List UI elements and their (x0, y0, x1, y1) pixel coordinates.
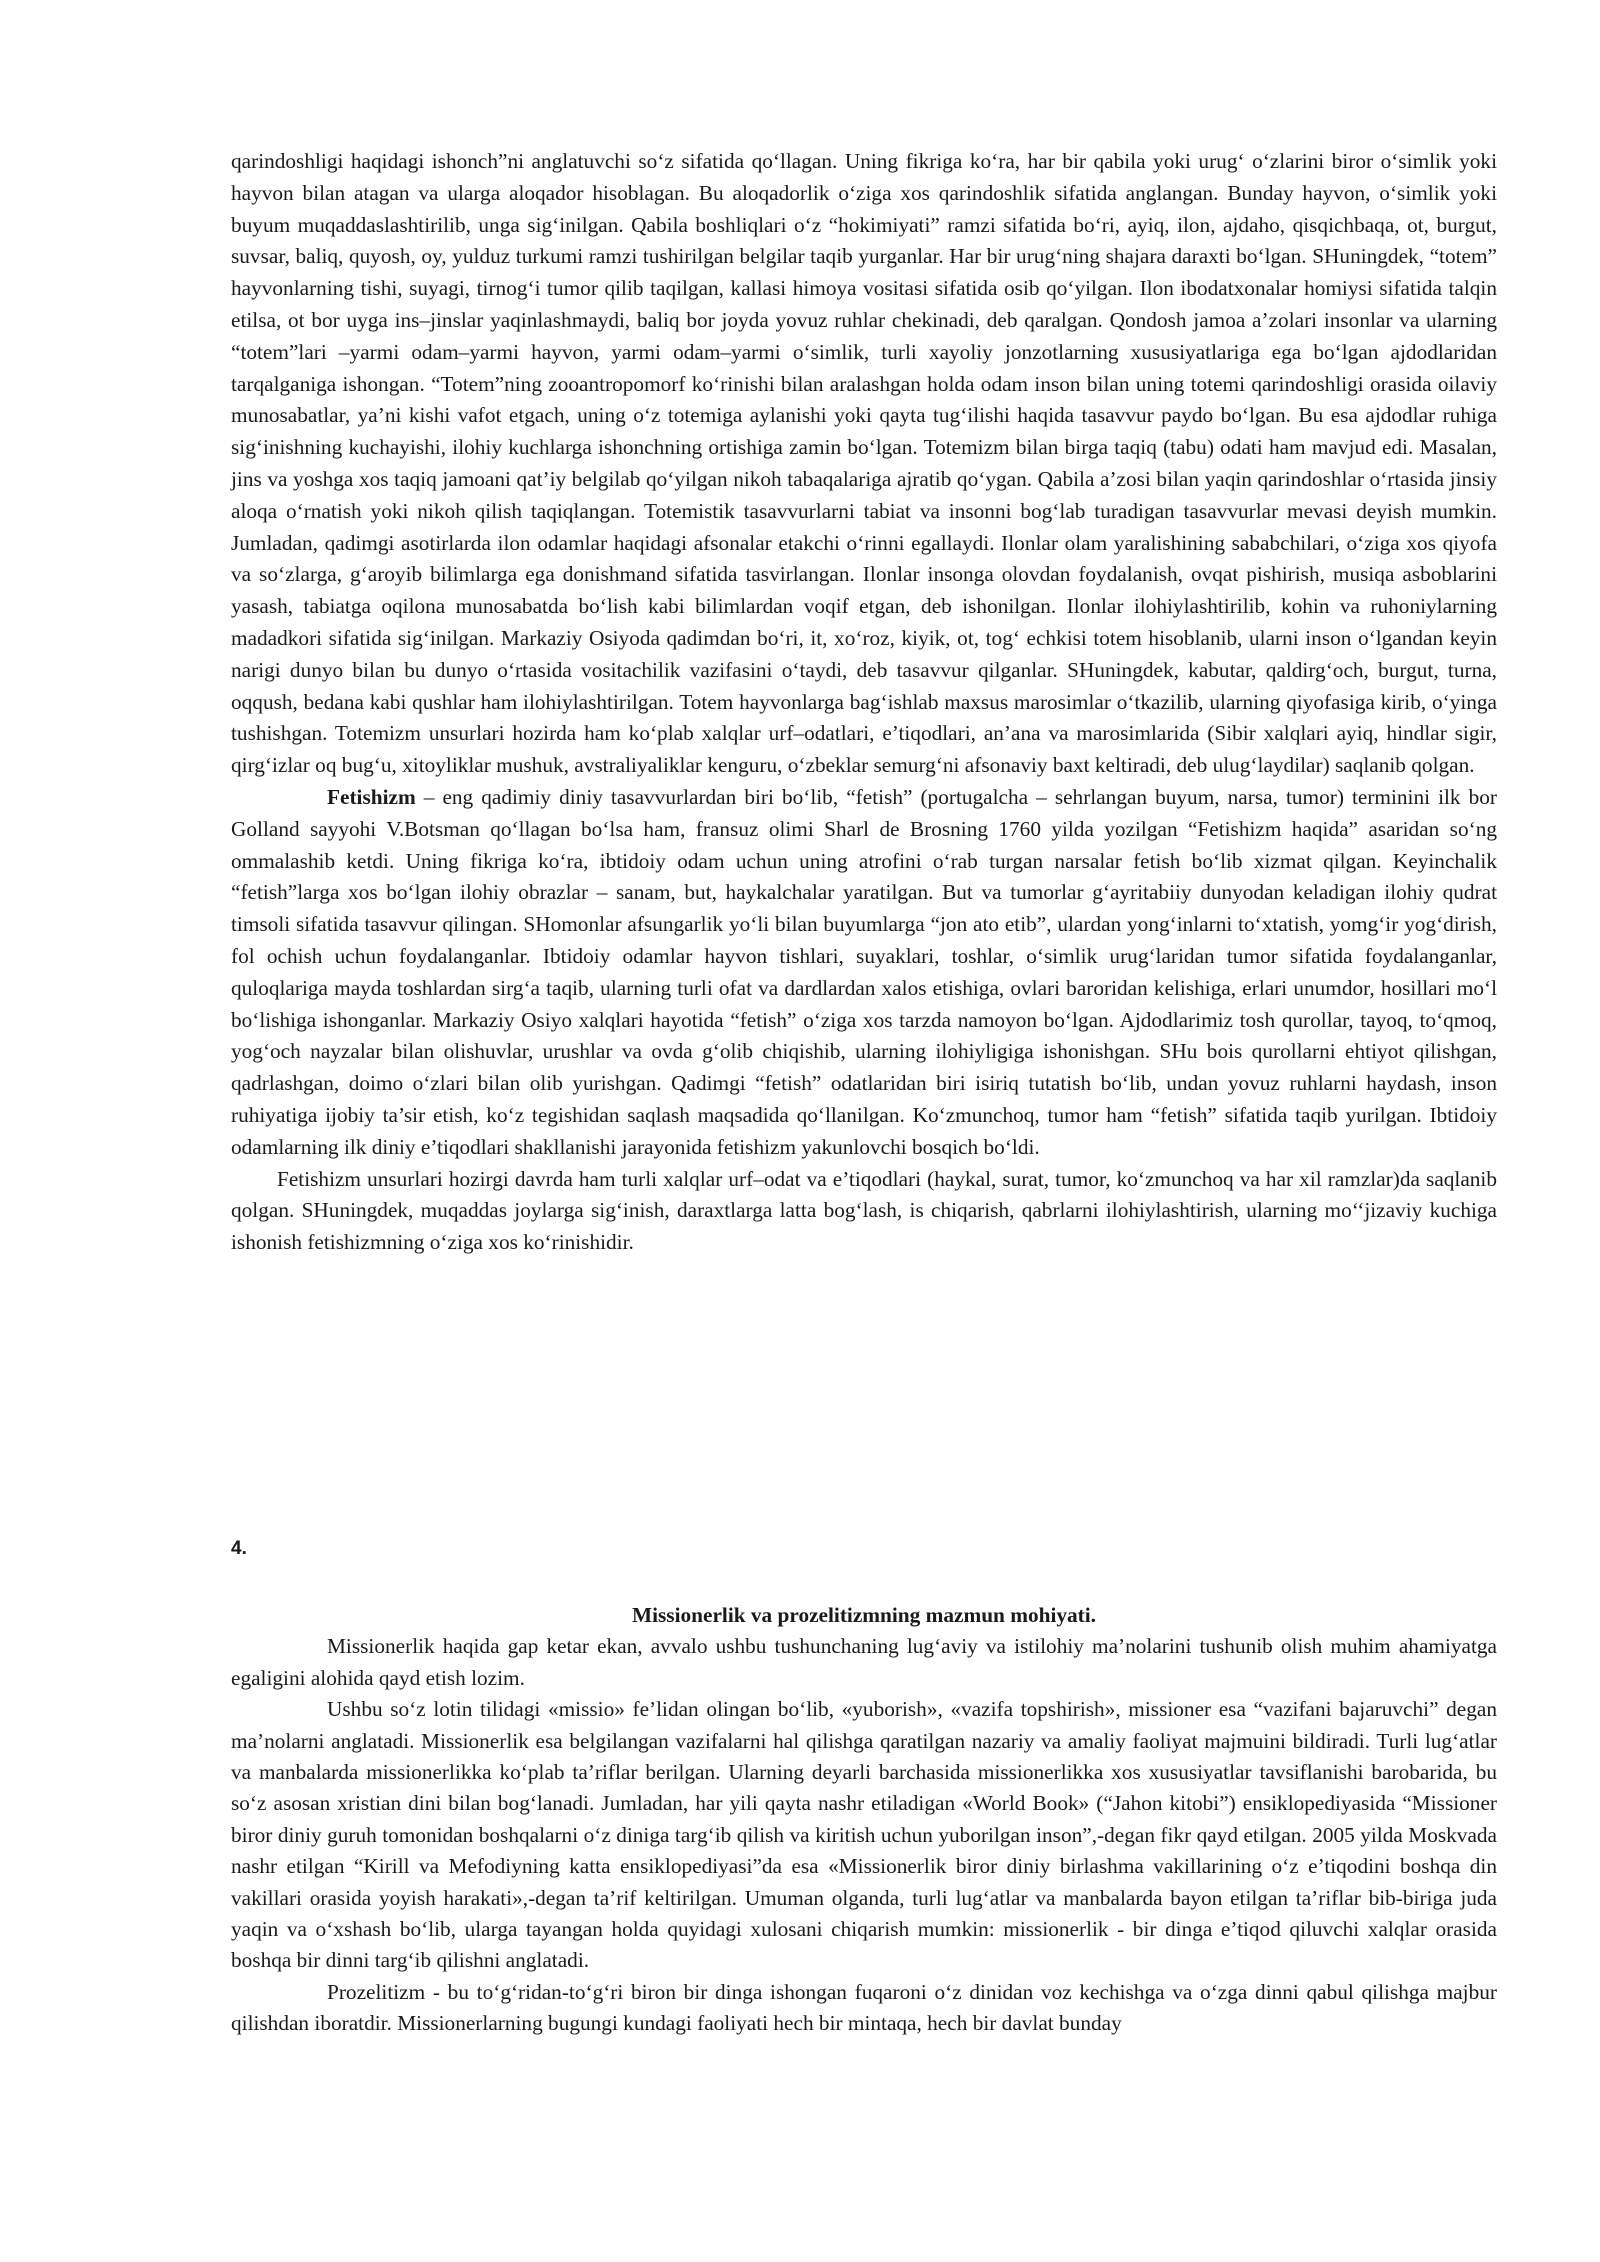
paragraph-totemism: qarindoshligi haqidagi ishonch”ni anglatuvchi so‘z sifatida qo‘llagan. Uning fikriga ko‘ra, har bir qabila yoki urug‘ o‘zlarini biror o‘simlik yoki hayvon bilan atagan va ularga aloqador hisoblagan. Bu aloqadorlik o‘ziga xos qarindoshlik sifatida anglangan. Bunday hayvon, o‘simlik yoki buyum muqaddaslashtirilib, unga sig‘inilgan. Qabila boshliqlari o‘z “hokimiyati” ramzi sifatida bo‘ri, ayiq, ilon, ajdaho, qisqichbaqa, ot, burgut, suvsar, baliq, quyosh, oy, yulduz turkumi ramzi tushirilgan belgilar taqib yurganlar. Har bir urug‘ning shajara daraxti bo‘lgan. SHuningdek, “totem” hayvonlarning tishi, suyagi, tirnog‘i tumor qilib taqilgan, kallasi himoya vositasi sifatida osib qo‘yilgan. Ilon ibodatxonalar homiysi sifatida talqin etilsa, ot bor uyga ins–jinslar yaqinlashmaydi, baliq bor joyda yovuz ruhlar chekinadi, deb qaralgan. Qondosh jamoa a’zolari insonlar va ularning “totem”lari –yarmi odam–yarmi hayvon, yarmi odam–yarmi o‘simlik, turli xayoliy jonzotlarning xususiyatlariga ega bo‘lgan ajdodlaridan tarqalganiga ishongan. “Totem”ning zooantropomorf ko‘rinishi bilan aralashgan holda odam inson bilan uning totemi qarindoshligi orasida oilaviy munosabatlar, ya’ni kishi vafot etgach, uning o‘z totemiga aylanishi yoki qayta tug‘ilishi haqida tasavvur paydo bo‘lgan. Bu esa ajdodlar ruhiga sig‘inishning kuchayishi, ilohiy kuchlarga ishonchning ortishiga zamin bo‘lgan. Totemizm bilan birga taqiq (tabu) odati ham mavjud edi. Masalan, jins va yoshga xos taqiq jamoani qat’iy belgilab qo‘yilgan nikoh tabaqalariga ajratib qo‘ygan. Qabila a’zosi bilan yaqin qarindoshlar o‘rtasida jinsiy aloqa o‘rnatish yoki nikoh qilish taqiqlangan. Totemistik tasavvurlarni tabiat va insonni bog‘lab turadigan tasavvurlar mevasi deyish mumkin. Jumladan, qadimgi asotirlarda ilon odamlar haqidagi afsonalar etakchi o‘rinni egallaydi. Ilonlar olam yaralishining sababchilari, o‘ziga xos qiyofa va so‘zlarga, g‘aroyib bilimlarga ega donishmand sifatida tasvirlangan. Ilonlar insonga olovdan foydalanish, ovqat pishirish, musiqa asboblarini yasash, tabiatga oqilona munosabatda bo‘lish kabi bilimlardan voqif etgan, deb ishonilgan. Ilonlar ilohiylashtirilib, kohin va ruhoniylarning madadkori sifatida sig‘inilgan. Markaziy Osiyoda qadimdan bo‘ri, it, xo‘roz, kiyik, ot, tog‘ echkisi totem hisoblanib, ularni inson o‘lgandan keyin narigi dunyo bilan bu dunyo o‘rtasida vositachilik vazifasini o‘taydi, deb tasavvur qilganlar. SHuningdek, kabutar, qaldirg‘och, burgut, turna, oqqush, bedana kabi qushlar ham ilohiylashtirilgan. Totem hayvonlarga bag‘ishlab maxsus marosimlar o‘tkazilib, ularning qiyofasiga kirib, o‘yinga tushishgan. Totemizm unsurlari hozirda ham ko‘plab xalqlar urf–odatlari, e’tiqodlari, an’ana va marosimlarida (Sibir xalqlari ayiq, hindlar sigir, qirg‘izlar oq bug‘u, xitoyliklar mushuk, avstraliyaliklar kenguru, o‘zbeklar semurg‘ni afsonaviy baxt keltiradi, deb ulug‘laydilar) saqlanib qolgan. (231, 149, 1497, 778)
section-missionary (231, 1600, 1497, 2040)
paragraph-missionary-intro: Missionerlik haqida gap ketar ekan, avvalo ushbu tushunchaning lug‘aviy va istilohiy ma’nolarini tushunib olish muhim ahamiyatga egaligini alohida qayd etish lozim. (231, 1634, 1497, 1690)
paragraph-fetishism-today: Fetishizm unsurlari hozirgi davrda ham turli xalqlar urf–odat va e’tiqodlari (haykal, surat, tumor, ko‘zmunchoq va har xil ramzlar)da saqlanib qolgan. SHuningdek, muqaddas joylarga sig‘inish, daraxtlarga latta bog‘lash, is chiqarish, qabrlarni ilohiylashtirish, ularning mo‘‘jizaviy kuchiga ishonish fetishizmning o‘ziga xos ko‘rinishidir. (231, 1166, 1497, 1255)
section-number: 4. (231, 1538, 247, 1559)
section-title: Missionerlik va prozelitizmning mazmun mohiyati. (632, 1603, 1096, 1627)
term-fetishism: Fetishizm (327, 784, 416, 809)
paragraph-proselytism: Prozelitizm - bu to‘g‘ridan-to‘g‘ri biron bir dinga ishongan fuqaroni o‘z dinidan voz kechishga va o‘zga dinni qabul qilishga majbur qilishdan iboratdir. Missionerlarning bugungi kundagi faoliyati hech bir mintaqa, hech bir davlat bunday (231, 1979, 1497, 2036)
paragraph-fetishism (231, 782, 1497, 1164)
document-body (231, 146, 1497, 1259)
paragraph-missionary-definition: Ushbu so‘z lotin tilidagi «missio» fe’lidan olingan bo‘lib, «yuborish», «vazifa topshirish», missioner esa “vazifani bajaruvchi” degan ma’nolarni anglatadi. Missionerlik esa belgilangan vazifalarni hal qilishga qaratilgan nazariy va amaliy faoliyat majmuini bildiradi. Turli lug‘atlar va manbalarda missionerlikka ko‘plab ta’riflar berilgan. Ularning deyarli barchasida missionerlikka xos xususiyatlar tavsiflanishi barobarida, bu so‘z asosan xristian dini bilan bog‘lanadi. Jumladan, har yili qayta nashr etiladigan «World Book» (“Jahon kitobi”) ensiklopediyasida “Missioner biror diniy guruh tomonidan boshqalarni o‘z diniga targ‘ib qilish va kiritish uchun yuborilgan inson”,-degan fikr qayd etilgan. 2005 yilda Moskvada nashr etilgan “Kirill va Mefodiyning katta ensiklopediyasi”da esa «Missionerlik biror diniy birlashma vakillarining o‘z e’tiqodini boshqa din vakillari orasida yoyish harakati»,-degan ta’rif keltirilgan. Umuman olganda, turli lug‘atlar va manbalarda bayon etilgan ta’riflar bib-biriga juda yaqin va o‘xshash bo‘lib, ularga tayangan holda quyidagi xulosani chiqarish mumkin: missionerlik - bir dinga e’tiqod qiluvchi xalqlar orasida boshqa bir dinni targ‘ib qilishni anglatadi. (231, 1697, 1497, 1973)
paragraph-fetishism-text: – eng qadimiy diniy tasavvurlardan biri bo‘lib, “fetish” (portugalcha – sehrlangan buyum, narsa, tumor) terminini ilk bor Golland sayyohi V.Botsman qo‘llagan bo‘lsa ham, fransuz olimi Sharl de Brosning 1760 yilda yozilgan “Fetishizm haqida” asaridan so‘ng ommalashib ketdi. Uning fikriga ko‘ra, ibtidoiy odam uchun uning atrofini o‘rab turgan narsalar fetish bo‘lib xizmat qilgan. Keyinchalik “fetish”larga xos bo‘lgan ilohiy obrazlar – sanam, but, haykalchalar yaratilgan. But va tumorlar g‘ayritabiiy dunyodan keladigan ilohiy qudrat timsoli sifatida tasavvur qilingan. SHomonlar afsungarlik yo‘li bilan buyumlarga “jon ato etib”, ulardan yong‘inlarni to‘xtatish, yomg‘ir yog‘dirish, fol ochish uchun foydalanganlar. Ibtidoiy odamlar hayvon tishlari, suyaklari, toshlar, o‘simlik urug‘laridan tumor sifatida foydalanganlar, quloqlariga mayda toshlardan sirg‘a taqib, ularning turli ofat va dardlardan xalos etishiga, ovlari baroridan kelishiga, erlari unumdor, hosillari mo‘l bo‘lishiga ishonganlar. Markaziy Osiyo xalqlari hayotida “fetish” o‘ziga xos tarzda namoyon bo‘lgan. Ajdodlarimiz tosh qurollar, tayoq, to‘qmoq, yog‘och nayzalar bilan olishuvlar, urushlar va ovda g‘olib chiqishib, ularning ilohiyligiga ishonishgan. SHu bois qurollarni ehtiyot qilishgan, qadrlashgan, doimo o‘zlari bilan olib yurishgan. Qadimgi “fetish” odatlaridan biri isiriq tutatish bo‘lib, undan yovuz ruhlarni haydash, inson ruhiyatiga ijobiy ta’sir etish, ko‘z tegishidan saqlash maqsadida qo‘llanilgan. Ko‘zmunchoq, tumor ham “fetish” sifatida taqib yurilgan. Ibtidoiy odamlarning ilk diniy e’tiqodlari shakllanishi jarayonida fetishizm yakunlovchi bosqich bo‘ldi. (231, 784, 1497, 1159)
